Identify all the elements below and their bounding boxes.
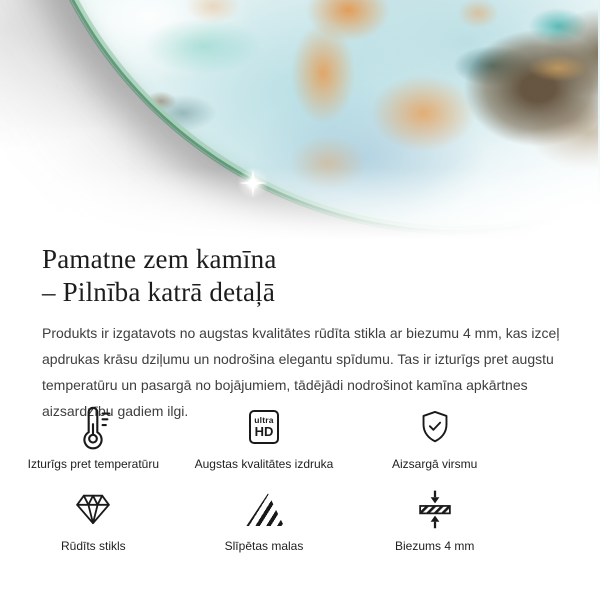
title-line-1: Pamatne zem kamīna (42, 244, 277, 274)
shield-check-icon (416, 403, 454, 451)
content-section (0, 238, 600, 424)
diamond-icon (73, 485, 113, 533)
glass-disc (18, 0, 600, 235)
feature-surface-protection (349, 403, 520, 471)
thermometer-icon (70, 403, 116, 451)
feature-label: Augstas kvalitātes izdruka (194, 457, 334, 471)
feature-label: Slīpētas malas (224, 539, 304, 553)
feature-label: Rūdīts stikls (60, 539, 126, 553)
page-title (42, 243, 570, 309)
feature-temperature (8, 403, 179, 471)
feature-print-quality (179, 403, 350, 471)
product-description: Produkts ir izgatavots no augstas kvalitātes rūdīta stikla ar biezumu 4 mm, kas izceļ apdrukas krāsu dziļumu un nodrošina elegantu spīdumu. Tas ir izturīgs pret augstu temperatūru un pasargā no bojājumiem, tādējādi nodrošinot kamīna apkārtnes aizsardzību gadiem ilgi. (42, 325, 560, 419)
ultra-hd-badge-icon (249, 403, 279, 451)
feature-grid (8, 403, 520, 553)
feature-tempered-glass (8, 485, 179, 553)
badge-text-hd: HD (254, 424, 274, 440)
diagonal-stripes-triangle (244, 492, 284, 526)
hero-product-photo (0, 0, 600, 240)
beveled-edges-icon (244, 485, 284, 533)
ultra-hd-badge (249, 410, 279, 444)
feature-label: Aizsargā virsmu (391, 457, 478, 471)
feature-label: Izturīgs pret temperatūru (27, 457, 160, 471)
feature-polished-edges (179, 485, 350, 553)
badge-text-ultra: ultra (254, 414, 274, 425)
title-line-2: – Pilnība katrā detaļā (42, 277, 276, 307)
thickness-arrows-icon (414, 485, 456, 533)
marble-print-texture (18, 0, 598, 235)
feature-label: Biezums 4 mm (394, 539, 475, 553)
feature-thickness (349, 485, 520, 553)
